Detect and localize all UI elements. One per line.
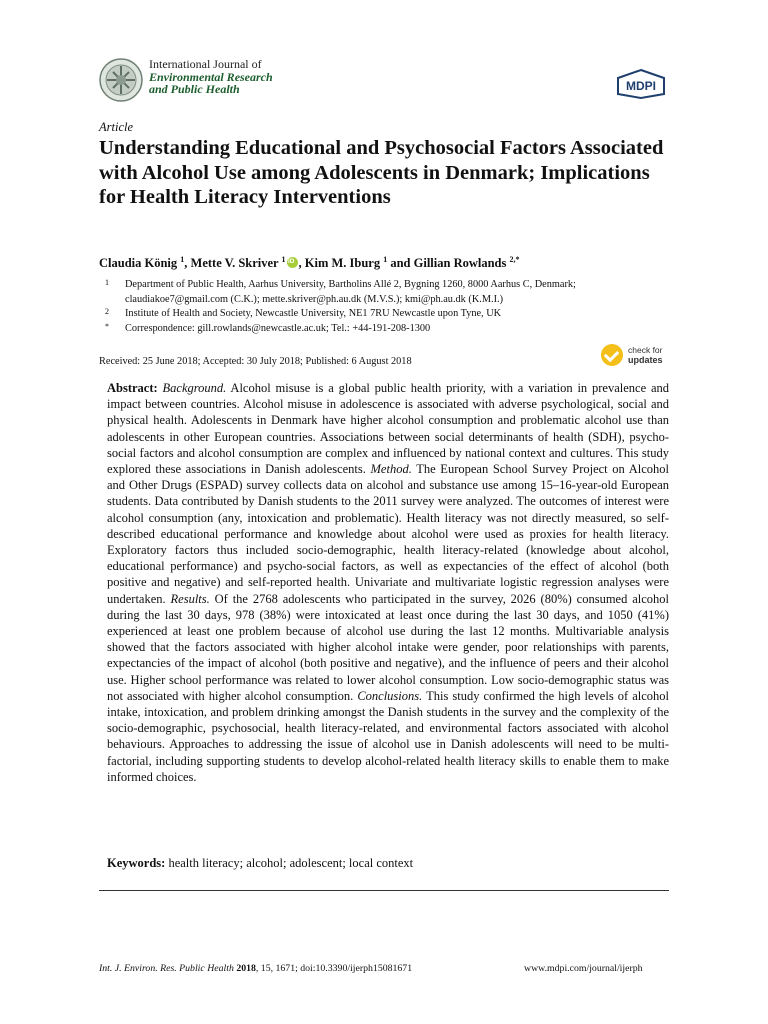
check-updates-line2: updates [628, 355, 663, 365]
keywords-text: health literacy; alcohol; adolescent; local context [168, 856, 414, 870]
publication-dates: Received: 25 June 2018; Accepted: 30 July 2018; Published: 6 August 2018 [99, 356, 412, 367]
journal-name [149, 58, 273, 96]
orcid-icon[interactable] [287, 257, 298, 268]
journal-name-line3: and Public Health [149, 82, 240, 96]
author-name[interactable]: Claudia König [99, 256, 181, 271]
abstract-label: Abstract: [107, 381, 163, 395]
checkmark-icon [601, 344, 623, 366]
footer-volume-doi: , 15, 1671; doi:10.3390/ijerph15081671 [255, 963, 413, 974]
author-separator: , [184, 256, 191, 271]
article-type: Article [99, 120, 134, 134]
check-for-updates-badge[interactable] [601, 343, 673, 369]
author-affiliation-marker: 1 [281, 255, 286, 264]
affiliation-item [99, 322, 674, 337]
affiliation-marker: * [105, 321, 109, 331]
check-updates-line1: check for [628, 345, 663, 355]
footer-journal-abbrev: Int. J. Environ. Res. Public Health [99, 963, 234, 974]
author-list [99, 255, 520, 271]
author-affiliation-marker: 1 [383, 255, 388, 264]
abstract-text: The European School Survey Project on Alcohol and Other Drugs (ESPAD) survey collects data on alcohol and substance use among 15–16-year-old European students. Data contributed by Danish students to the 2011 survey were analyzed. The outcomes of interest were alcohol consumption (any, intoxication and problematic). Health literacy was not directly measured, so self-described educational performance and knowledge about alcohol were used as proxies for health literacy. Exploratory factors thus included socio-demographic, health literacy-related (knowledge about alcohol, educational performance) and psycho-social factors, as well as expectancies of the effect of alcohol (both positive and negative) and self-reported health. Univariate and multivariate logistic regression analyses were undertaken. [107, 462, 669, 606]
affiliation-item [99, 278, 674, 307]
divider-line [99, 890, 669, 891]
author-separator: and [387, 256, 414, 271]
affiliation-marker: 2 [105, 307, 109, 316]
journal-emblem-icon [99, 58, 143, 102]
journal-url-link[interactable]: www.mdpi.com/journal/ijerph [524, 963, 643, 974]
check-updates-text [628, 345, 663, 365]
journal-name-line1: International Journal of [149, 57, 262, 71]
abstract-text: Of the 2768 adolescents who participated in the survey, 2026 (80%) consumed alcohol during the last 30 days, 978 (38%) were intoxicated at least once during the last 30 days, and 1050 (41%) experienced at least one problem because of alcohol use during the last 12 months. Multivariable analysis showed that the factors associated with higher alcohol intake were gender, poor relationships with parents, expectancies of the impact of alcohol (both positive and negative), and the influence of peers and their alcohol use. Higher school performance was related to lower alcohol consumption. Low socio-demographic status was not associated with higher alcohol consumption. [107, 591, 670, 703]
abstract-section-heading: Results. [170, 591, 210, 606]
affiliation-text: Institute of Health and Society, Newcastle University, NE1 7RU Newcastle upon Tyne, UK [125, 308, 502, 319]
affiliation-marker: 1 [105, 278, 109, 287]
article-title: Understanding Educational and Psychosocial Factors Associated with Alcohol Use among Adolescents in Denmark; Implications for Health Literacy Interventions [99, 137, 664, 208]
abstract-section-heading: Background. [162, 381, 227, 395]
affiliation-text: Department of Public Health, Aarhus University, Bartholins Allé 2, Bygning 1260, 8000 Aarhus C, Denmark; claudiakoe7@gmail.com (C.K.); mette.skriver@ph.au.dk (M.V.S.); kmi@ph.au.dk (K.M.I.) [125, 279, 576, 305]
abstract-text: This study confirmed the high levels of alcohol intake, intoxication, and problem drinking amongst the Danish students in the survey and the complexity of the socio-demographic, psychosocial, health literacy-related, and environmental factors associated with alcohol behaviours. Approaches to addressing the issue of alcohol use in Danish adolescents will need to be multi-factorial, including supporting students to develop alcohol-related health literacy skills to enable them to make informed choices. [107, 688, 670, 784]
author-name[interactable]: Kim M. Iburg [304, 256, 384, 271]
affiliations [99, 278, 674, 336]
author-affiliation-marker: 1 [180, 255, 185, 264]
mdpi-logo-text: MDPI [626, 79, 656, 93]
journal-name-line2: Environmental Research [149, 69, 273, 84]
keywords-label: Keywords: [107, 856, 166, 870]
mdpi-logo [614, 68, 668, 100]
affiliation-item [99, 307, 674, 322]
abstract-section-heading: Conclusions. [357, 688, 423, 703]
author-separator: , [298, 256, 305, 271]
author-name[interactable]: Mette V. Skriver [190, 256, 282, 271]
keywords [107, 856, 413, 871]
footer-year: 2018 [236, 963, 256, 974]
citation-footer [99, 963, 412, 974]
affiliation-text: Correspondence: gill.rowlands@newcastle.ac.uk; Tel.: +44-191-208-1300 [125, 322, 431, 334]
abstract-section-heading: Method. [370, 462, 412, 477]
author-name[interactable]: Gillian Rowlands [413, 256, 510, 271]
abstract [107, 380, 669, 785]
abstract-text: Alcohol misuse is a global public health priority, with a variation in prevalence and impact between countries. Alcohol misuse in adolescence is associated with adverse psychological, social and physical health. Adolescents in Denmark have higher alcohol consumption and problematic alcohol use than adolescents in other European countries. Associations between social determinants of health (SDH), psycho-social factors and alcohol consumption are complex and influenced by national context and cultures. This study explored these associations in Danish adolescents. [107, 381, 669, 477]
author-affiliation-marker: 2,* [509, 255, 520, 264]
